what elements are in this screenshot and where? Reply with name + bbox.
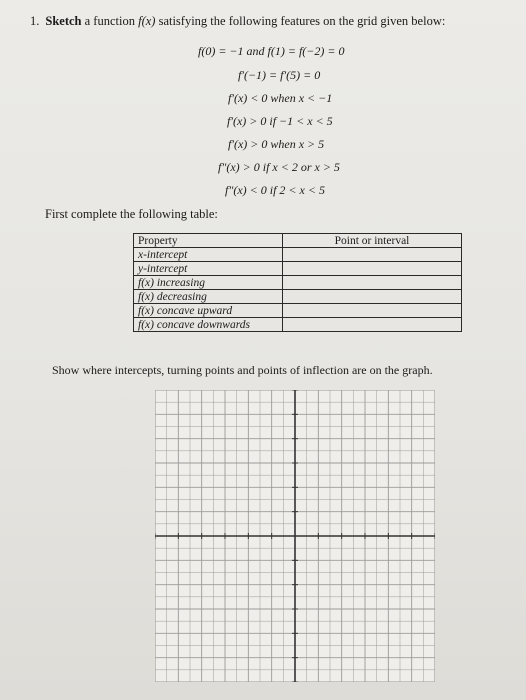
table-row xyxy=(134,304,462,318)
property-label: x-intercept xyxy=(134,248,283,262)
table-intro: First complete the following table: xyxy=(45,207,218,221)
condition-7: f″(x) < 0 if 2 < x < 5 xyxy=(225,183,325,197)
table-row xyxy=(134,318,462,332)
condition-6: f″(x) > 0 if x < 2 or x > 5 xyxy=(218,160,340,174)
answer-cell[interactable] xyxy=(283,276,462,290)
table-row xyxy=(134,276,462,290)
answer-cell[interactable] xyxy=(283,248,462,262)
question-number: 1. xyxy=(30,14,40,28)
answer-cell[interactable] xyxy=(283,318,462,332)
answer-cell[interactable] xyxy=(283,304,462,318)
condition-4: f′(x) > 0 if −1 < x < 5 xyxy=(227,114,333,128)
answer-cell[interactable] xyxy=(283,262,462,276)
condition-3: f′(x) < 0 when x < −1 xyxy=(228,91,333,105)
graph-instruction: Show where intercepts, turning points and points of inflection are on the graph. xyxy=(52,363,433,377)
property-label: f(x) increasing xyxy=(134,276,283,290)
header-property: Property xyxy=(134,234,283,248)
property-label: f(x) concave downwards xyxy=(134,318,283,332)
condition-5: f′(x) > 0 when x > 5 xyxy=(228,137,325,151)
question-text-a: a function xyxy=(81,14,139,28)
question-heading xyxy=(30,14,445,29)
property-label: f(x) decreasing xyxy=(134,290,283,304)
condition-2: f′(−1) = f′(5) = 0 xyxy=(238,68,321,82)
graph-grid[interactable] xyxy=(155,390,435,682)
header-point-or-interval: Point or interval xyxy=(283,234,462,248)
table-row xyxy=(134,290,462,304)
answer-cell[interactable] xyxy=(283,290,462,304)
condition-1: f(0) = −1 and f(1) = f(−2) = 0 xyxy=(198,44,345,58)
property-table xyxy=(133,233,462,332)
question-function: f(x) xyxy=(138,14,156,28)
table-header-row xyxy=(134,234,462,248)
property-label: y-intercept xyxy=(134,262,283,276)
property-label: f(x) concave upward xyxy=(134,304,283,318)
graph-grid-container xyxy=(155,390,435,687)
question-keyword: Sketch xyxy=(45,14,82,28)
table-row xyxy=(134,248,462,262)
table-row xyxy=(134,262,462,276)
question-text-b: satisfying the following features on the grid given below: xyxy=(155,14,446,28)
